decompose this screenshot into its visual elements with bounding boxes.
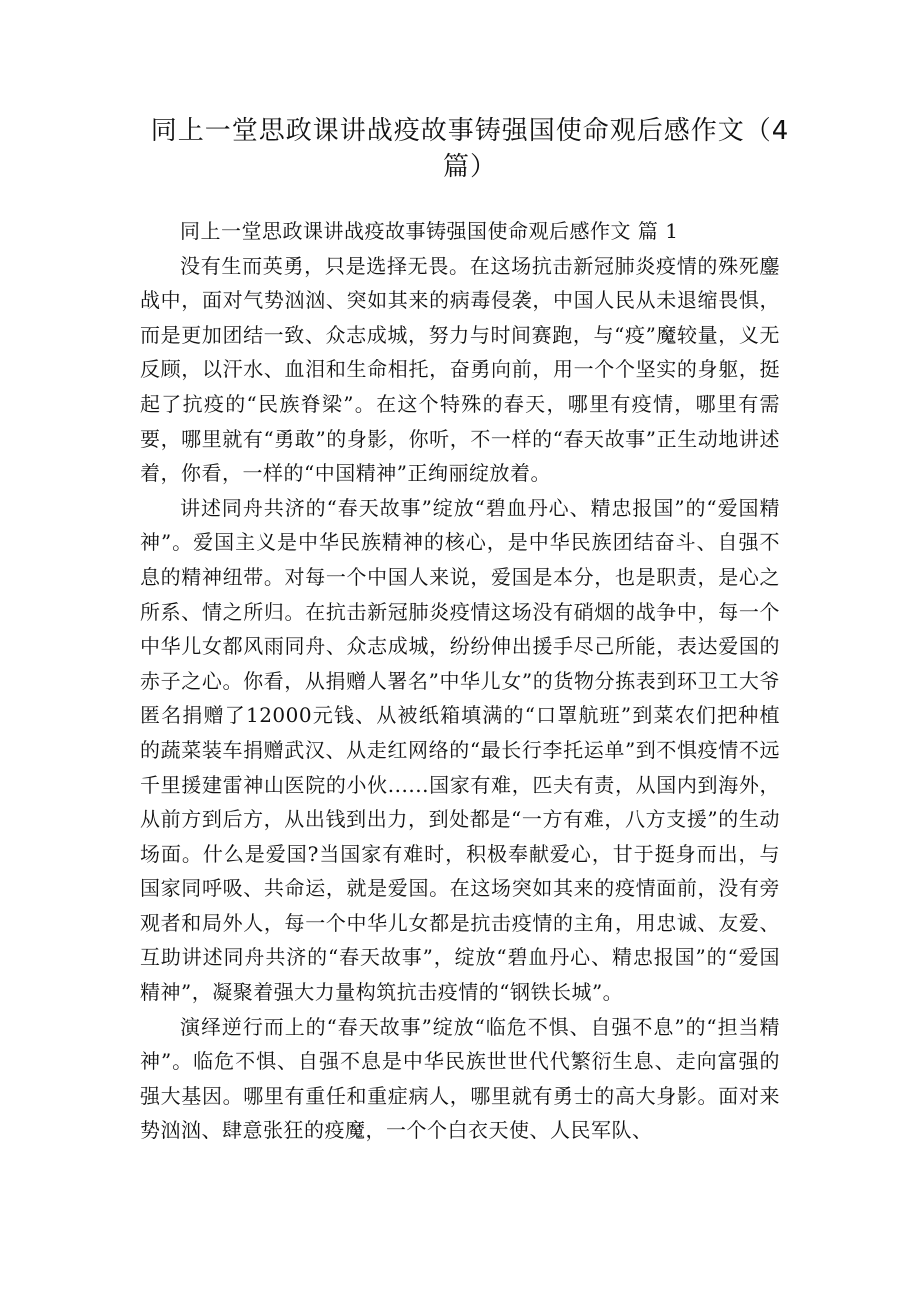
document-title: 同上一堂思政课讲战疫故事铸强国使命观后感作文（4篇） (150, 116, 790, 182)
document-body (140, 214, 780, 1148)
paragraph-1: 没有生而英勇，只是选择无畏。在这场抗击新冠肺炎疫情的殊死鏖战中，面对气势汹汹、突如其来的病毒侵袭，中国人民从未退缩畏惧，而是更加团结一致、众志成城，努力与时间赛跑，与“疫”魔较量，义无反顾，以汗水、血泪和生命相托，奋勇向前，用一个个坚实的身躯，挺起了抗疫的“民族脊梁”。在这个特殊的春天，哪里有疫情，哪里有需要，哪里就有“勇敢”的身影，你听，不一样的“春天故事”正生动地讲述着，你看，一样的“中国精神”正绚丽绽放着。 (140, 253, 780, 486)
section-heading: 同上一堂思政课讲战疫故事铸强国使命观后感作文 篇 1 (180, 219, 679, 243)
paragraph-3: 演绎逆行而上的“春天故事”绽放“临危不惧、自强不息”的“担当精神”。临危不惧、自强不息是中华民族世世代代繁衍生息、走向富强的强大基因。哪里有重任和重症病人，哪里就有勇士的高大身影。面对来势汹汹、肆意张狂的疫魔，一个个白衣天使、人民军队、 (140, 1014, 780, 1143)
paragraph-2: 讲述同舟共济的“春天故事”绽放“碧血丹心、精忠报国”的“爱国精神”。爱国主义是中华民族精神的核心，是中华民族团结奋斗、自强不息的精神纽带。对每一个中国人来说，爱国是本分，也是职责，是心之所系、情之所归。在抗击新冠肺炎疫情这场没有硝烟的战争中，每一个中华儿女都风雨同舟、众志成城，纷纷伸出援手尽己所能，表达爱国的赤子之心。你看，从捐赠人署名”中华儿女”的货物分拣表到环卫工大爷匿名捐赠了12000元钱、从被纸箱填满的“口罩航班”到菜农们把种植的蔬菜装车捐赠武汉、从走红网络的“最长行李托运单”到不惧疫情不远千里援建雷神山医院的小伙......国家有难，匹夫有责，从国内到海外，从前方到后方，从出钱到出力，到处都是“一方有难，八方支援”的生动场面。什么是爱国?当国家有难时，积极奉献爱心，甘于挺身而出，与国家同呼吸、共命运，就是爱国。在这场突如其来的疫情面前，没有旁观者和局外人，每一个中华儿女都是抗击疫情的主角，用忠诚、友爱、互助讲述同舟共济的“春天故事”，绽放“碧血丹心、精忠报国”的“爱国精神”，凝聚着强大力量构筑抗击疫情的“钢铁长城”。 (140, 495, 780, 1005)
